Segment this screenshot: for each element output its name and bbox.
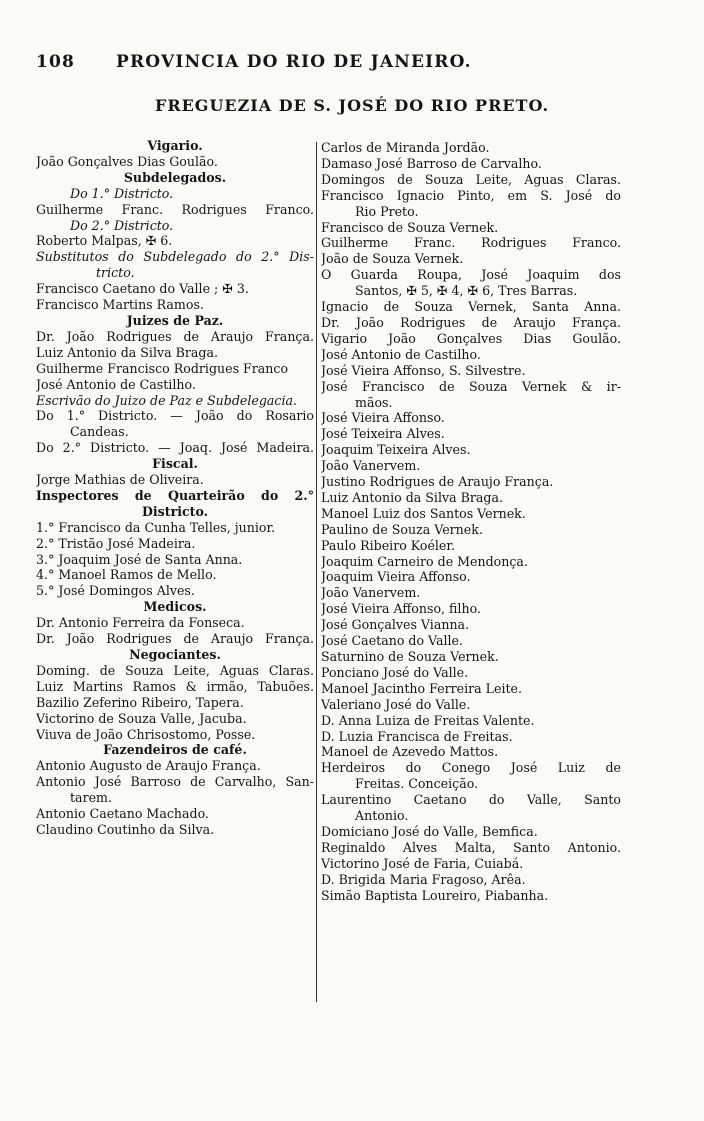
text-line: Paulo Ribeiro Koéler. [321,537,456,553]
text-line: Dr. João Rodrigues de Araujo França. [36,328,314,344]
text-line: Manoel Jacintho Ferreira Leite. [321,680,523,696]
text-line: José Teixeira Alves. [321,426,445,442]
text-line: Francisco Caetano do Valle ; ✠ 3. [36,281,249,297]
left-column [36,138,314,838]
running-title: PROVINCIA DO RIO DE JANEIRO. [116,52,472,72]
text-line: Francisco Martins Ramos. [36,297,204,313]
text-line: D. Anna Luiza de Freitas Valente. [321,712,535,728]
text-line: Joaquim Carneiro de Mendonça. [321,553,528,569]
text-line: mãos. [355,394,393,410]
section-heading: Subdelegados. [123,169,227,185]
text-line: Ponciano José do Valle. [321,664,469,680]
text-line: Manoel Luiz dos Santos Vernek. [321,505,526,521]
text-line: Luiz Martins Ramos & irmão, Tabuões. [36,678,314,694]
text-line: Do 2.° Districto. — Joaq. José Madeira. [36,440,314,456]
text-line: Guilherme Franc. Rodrigues Franco. [321,235,621,251]
text-line: José Vieira Affonso. [321,410,445,426]
text-line: 4.° Manoel Ramos de Mello. [36,567,217,583]
text-line: 2.° Tristão José Madeira. [36,535,196,551]
section-heading: Vigario. [147,138,203,153]
text-line: José Gonçalves Vianna. [321,617,470,633]
text-line: Bazilio Zeferino Ribeiro, Tapera. [36,694,244,710]
text-line: Victorino José de Faria, Cuiabá. [321,855,524,871]
text-line: Doming. de Souza Leite, Aguas Claras. [36,662,314,678]
text-line: Ignacio de Souza Vernek, Santa Anna. [321,299,621,315]
text-line: José Antonio de Castilho. [321,346,481,362]
text-line: Francisco Ignacio Pinto, em S. José do [321,187,621,203]
text-line: Joaquim Vieira Affonso. [321,569,471,585]
text-line: tarem. [70,790,112,806]
text-line: Reginaldo Alves Malta, Santo Antonio. [321,839,621,855]
text-line: Substitutos do Subdelegado do 2.° Dis- [36,249,314,265]
text-line: Dr. João Rodrigues de Araujo França. [36,631,314,647]
text-line: Vigario João Gonçalves Dias Goulão. [321,330,621,346]
text-line: Antonio José Barroso de Carvalho, San- [36,774,314,790]
text-line: Antonio. [355,808,409,824]
text-line: João Vanervem. [321,585,421,601]
text-line: 1.° Francisco da Cunha Telles, junior. [36,519,276,535]
text-line: Domingos de Souza Leite, Aguas Claras. [321,171,621,187]
text-line: José Caetano do Valle. [321,633,464,649]
text-line: João Gonçalves Dias Goulão. [36,153,218,169]
text-line: Claudino Coutinho da Silva. [36,821,215,837]
text-line: Jorge Mathias de Oliveira. [36,472,204,488]
section-heading: Juizes de Paz. [126,312,224,328]
column-divider [316,142,317,1002]
section-heading: Fazendeiros de café. [103,742,247,758]
text-line: Francisco de Souza Vernek. [321,219,499,235]
text-line: Inspectores de Quarteirão do 2.° [36,487,314,503]
text-line: Guilherme Francisco Rodrigues Franco [36,360,289,376]
text-line: Laurentino Caetano do Valle, Santo [321,792,621,808]
text-line: Luiz Antonio da Silva Braga. [36,344,218,360]
text-line: Dr. João Rodrigues de Araujo França. [321,314,621,330]
section-heading: Fiscal. [152,456,198,472]
text-line: Joaquim Teixeira Alves. [321,442,471,458]
text-line: Guilherme Franc. Rodrigues Franco. [36,201,314,217]
text-line: Paulino de Souza Vernek. [321,521,483,537]
text-line: Do 1.° Districto. [70,185,174,201]
text-line: Roberto Malpas, ✠ 6. [36,233,173,249]
text-line: João Vanervem. [321,458,421,474]
text-line: Luiz Antonio da Silva Braga. [321,489,503,505]
text-line: Santos, ✠ 5, ✠ 4, ✠ 6, Tres Barras. [355,283,578,299]
text-line: Viuva de João Chrisostomo, Posse. [36,726,256,742]
text-line: João de Souza Vernek. [321,251,464,267]
text-line: Do 2.° Districto. [70,217,174,233]
text-line: Escrivão do Juizo de Paz e Subdelegacia. [36,392,298,408]
text-line: Do 1.° Districto. — João do Rosario [36,408,314,424]
text-line: Simão Baptista Loureiro, Piabanha. [321,887,549,903]
section-heading: Districto. [141,503,209,519]
text-line: Saturnino de Souza Vernek. [321,649,499,664]
text-line: tricto. [96,265,135,281]
text-line: Dr. Antonio Ferreira da Fonseca. [36,615,245,631]
running-header [36,52,516,72]
text-line: D. Luzia Francisca de Freitas. [321,728,513,744]
text-line: Domiciano José do Valle, Bemfica. [321,823,538,839]
text-line: Victorino de Souza Valle, Jacuba. [36,710,247,726]
text-line: 3.° Joaquim José de Santa Anna. [36,551,243,567]
text-line: José Antonio de Castilho. [36,376,196,392]
text-line: José Vieira Affonso, filho. [321,601,481,617]
text-line: Antonio Caetano Machado. [36,806,209,822]
text-line: Rio Preto. [355,203,419,219]
text-line: Candeas. [70,424,129,440]
text-line: Freitas. Conceição. [355,776,479,792]
text-line: Herdeiros do Conego José Luiz de [321,760,621,776]
text-line: Carlos de Miranda Jordão. [321,140,490,155]
text-line: Manoel de Azevedo Mattos. [321,744,499,760]
text-line: D. Brigida Maria Fragoso, Arêa. [321,871,526,887]
text-line: 5.° José Domingos Alves. [36,583,195,599]
section-title: FREGUEZIA DE S. JOSÉ DO RIO PRETO. [154,96,550,115]
text-line: José Francisco de Souza Vernek & ir- [321,378,621,394]
section-heading: Medicos. [143,599,207,615]
text-line: O Guarda Roupa, José Joaquim dos [321,267,621,283]
right-column [321,140,621,904]
text-line: Antonio Augusto de Araujo França. [36,758,261,774]
text-line: José Vieira Affonso, S. Silvestre. [321,362,526,378]
section-heading: Negociantes. [129,647,221,662]
page-number: 108 [36,52,76,72]
text-line: Justino Rodrigues de Araujo França. [321,474,554,490]
text-line: Damaso José Barroso de Carvalho. [321,155,542,171]
text-line: Valeriano José do Valle. [321,696,471,712]
